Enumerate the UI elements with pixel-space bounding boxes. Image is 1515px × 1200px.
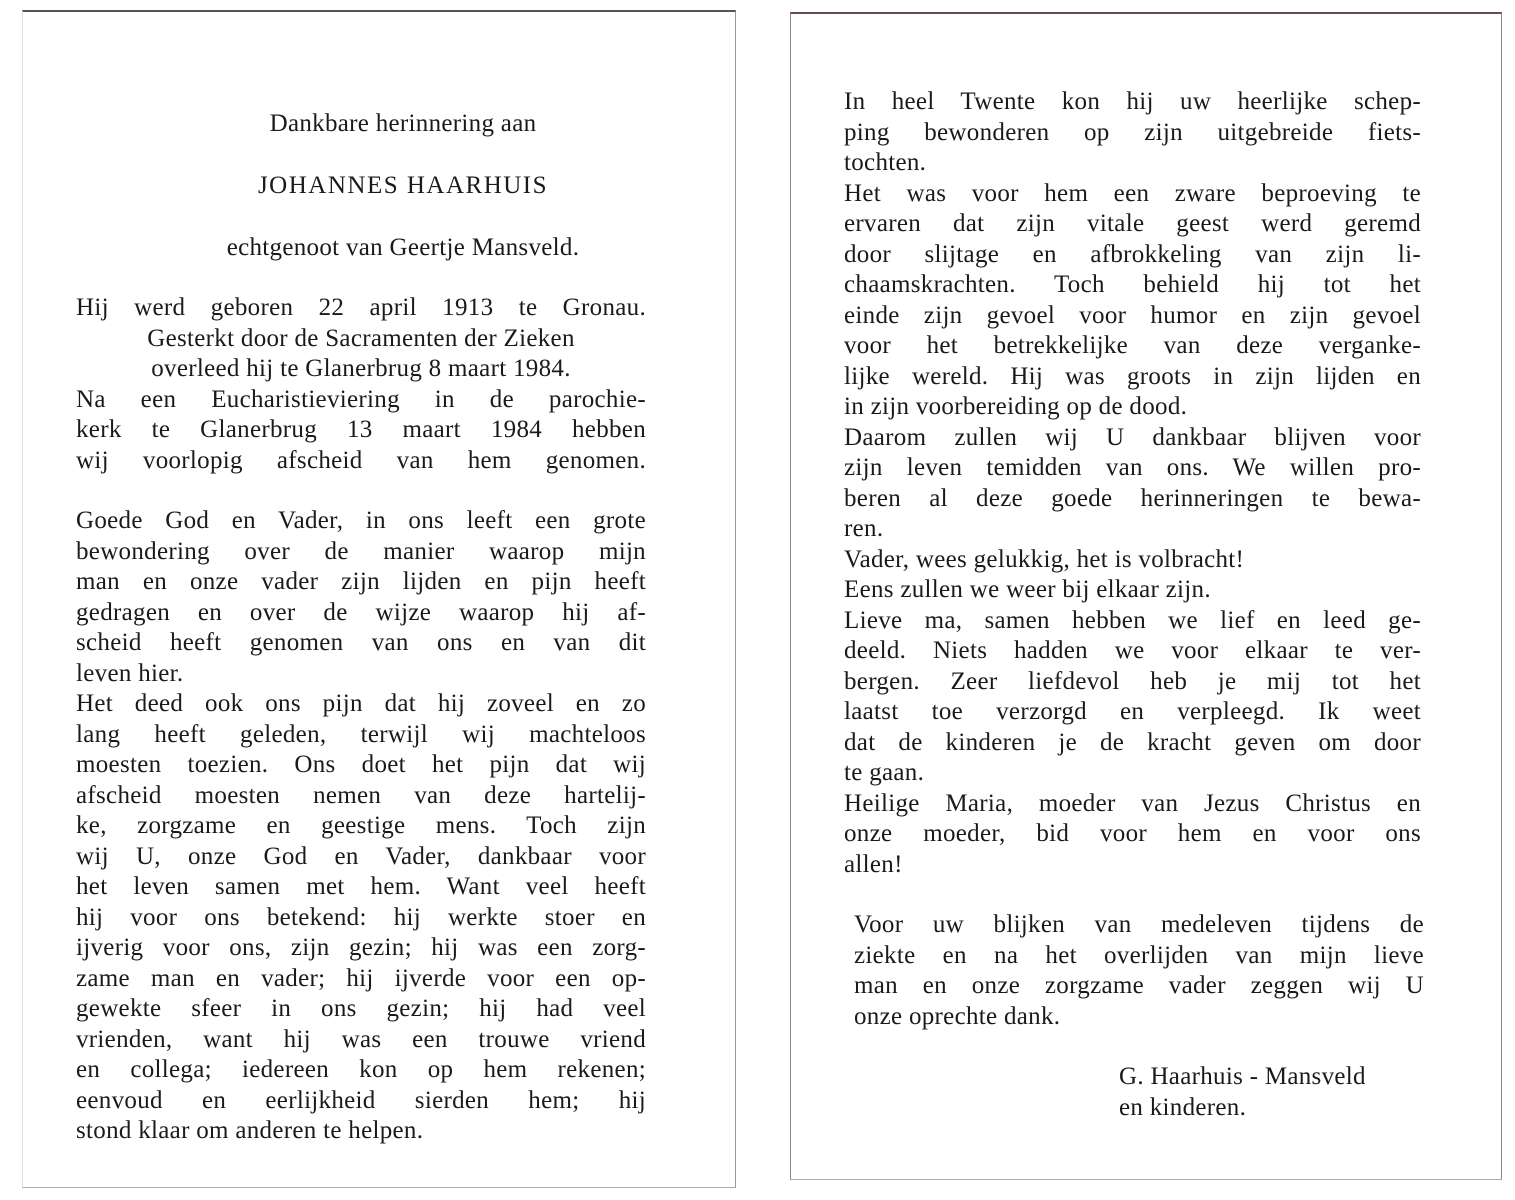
right-body-text bbox=[844, 87, 1421, 880]
text-line: Voor uw blijken van medeleven tijdens de bbox=[854, 911, 1424, 938]
text-line: Lieve ma, samen hebben we lief en leed ge- bbox=[844, 606, 1421, 634]
text-line: Het was voor hem een zware beproeving te bbox=[844, 179, 1421, 207]
text-line: Vader, wees gelukkig, het is volbracht! bbox=[844, 545, 1245, 573]
text-line: ren. bbox=[844, 515, 884, 542]
signature-block bbox=[1119, 1062, 1439, 1123]
text-line: hij voor ons betekend: hij werkte stoer en bbox=[76, 903, 646, 931]
text-line: het leven samen met hem. Want veel heeft bbox=[76, 873, 646, 900]
memorial-card-left-page bbox=[22, 10, 736, 1188]
text-line: beren al deze goede herinneringen te bewa- bbox=[844, 484, 1421, 512]
text-line: vrienden, want hij was een trouwe vriend bbox=[76, 1025, 646, 1053]
text-line: onze moeder, bid voor hem en voor ons bbox=[844, 820, 1421, 847]
text-line: In heel Twente kon hij uw heerlijke schep- bbox=[844, 88, 1421, 115]
text-line: man en onze zorgzame vader zeggen wij U bbox=[854, 972, 1424, 999]
text-line: ervaren dat zijn vitale geest werd geremd bbox=[844, 210, 1421, 237]
text-line: ke, zorgzame en geestige mens. Toch zijn bbox=[76, 812, 646, 839]
text-line: bergen. Zeer liefdevol heb je mij tot het bbox=[844, 667, 1421, 695]
text-line: einde zijn gevoel voor humor en zijn gevoel bbox=[844, 301, 1421, 329]
text-line: wij U, onze God en Vader, dankbaar voor bbox=[76, 842, 646, 870]
text-line: Het deed ook ons pijn dat hij zoveel en zo bbox=[76, 690, 646, 717]
text-line: moesten toezien. Ons doet het pijn dat wij bbox=[76, 751, 646, 778]
text-line: chaamskrachten. Toch behield hij tot het bbox=[844, 271, 1421, 298]
text-line: Goede God en Vader, in ons leeft een grote bbox=[76, 507, 646, 534]
memorial-card-right-page bbox=[790, 12, 1502, 1180]
text-line: dat de kinderen je de kracht geven om door bbox=[844, 728, 1421, 756]
text-line: door slijtage en afbrokkeling van zijn li- bbox=[844, 240, 1421, 268]
text-line: Heilige Maria, moeder van Jezus Christus en bbox=[844, 789, 1421, 817]
text-line: stond klaar om anderen te helpen. bbox=[76, 1117, 424, 1144]
text-line: allen! bbox=[844, 850, 903, 878]
text-line: overleed hij te Glanerbrug 8 maart 1984. bbox=[151, 355, 571, 382]
text-line: zijn leven temidden van ons. We willen pro- bbox=[844, 454, 1421, 481]
text-line: ijverig voor ons, zijn gezin; hij was een zorg- bbox=[76, 934, 646, 961]
dedication-line: Dankbare herinnering aan bbox=[269, 110, 537, 137]
text-line: in zijn voorbereiding op de dood. bbox=[844, 393, 1188, 420]
text-line: gedragen en over de wijze waarop hij af- bbox=[76, 598, 646, 626]
text-line: scheid heeft genomen van ons en van dit bbox=[76, 629, 646, 656]
text-line: tochten. bbox=[844, 149, 927, 176]
text-line: Gesterkt door de Sacramenten der Zieken bbox=[147, 324, 575, 352]
text-line: voor het betrekkelijke van deze verganke- bbox=[844, 332, 1421, 359]
text-line: afscheid moesten nemen van deze hartelij- bbox=[76, 781, 646, 809]
text-line: lang heeft geleden, terwijl wij machteloos bbox=[76, 720, 646, 748]
text-line: man en onze vader zijn lijden en pijn heeft bbox=[76, 568, 646, 595]
text-line: onze oprechte dank. bbox=[854, 1002, 1061, 1030]
text-line: eenvoud en eerlijkheid sierden hem; hij bbox=[76, 1086, 646, 1114]
signature-children: en kinderen. bbox=[1119, 1093, 1247, 1121]
text-line: zame man en vader; hij ijverde voor een op- bbox=[76, 964, 646, 992]
text-line: gewekte sfeer in ons gezin; hij had veel bbox=[76, 995, 646, 1022]
deceased-name: JOHANNES HAARHUIS bbox=[257, 172, 549, 199]
text-line: Eens zullen we weer bij elkaar zijn. bbox=[844, 576, 1211, 603]
text-line: kerk te Glanerbrug 13 maart 1984 hebben bbox=[76, 416, 646, 443]
text-line: bewondering over de manier waarop mijn bbox=[76, 537, 646, 565]
spouse-line: echtgenoot van Geertje Mansveld. bbox=[226, 234, 580, 261]
signature-name: G. Haarhuis - Mansveld bbox=[1119, 1063, 1366, 1090]
text-line: Hij werd geboren 22 april 1913 te Gronau. bbox=[76, 294, 646, 321]
text-line: en collega; iedereen kon op hem rekenen; bbox=[76, 1056, 646, 1083]
text-line: lijke wereld. Hij was groots in zijn lijden en bbox=[844, 362, 1421, 390]
text-line: Daarom zullen wij U dankbaar blijven voor bbox=[844, 423, 1421, 451]
paragraph-gap bbox=[76, 476, 646, 506]
text-line: wij voorlopig afscheid van hem genomen. bbox=[76, 446, 646, 474]
text-line: Na een Eucharistieviering in de parochie- bbox=[76, 385, 646, 413]
card-header bbox=[83, 104, 723, 290]
text-line: ziekte en na het overlijden van mijn lieve bbox=[854, 941, 1424, 969]
text-line: deeld. Niets hadden we voor elkaar te ver- bbox=[844, 637, 1421, 664]
thanks-paragraph bbox=[854, 910, 1424, 1032]
text-line: leven hier. bbox=[76, 659, 184, 687]
left-body-text bbox=[76, 293, 646, 1147]
text-line: laatst toe verzorgd en verpleegd. Ik weet bbox=[844, 698, 1421, 725]
text-line: te gaan. bbox=[844, 759, 925, 786]
text-line: ping bewonderen op zijn uitgebreide fiets- bbox=[844, 118, 1421, 146]
